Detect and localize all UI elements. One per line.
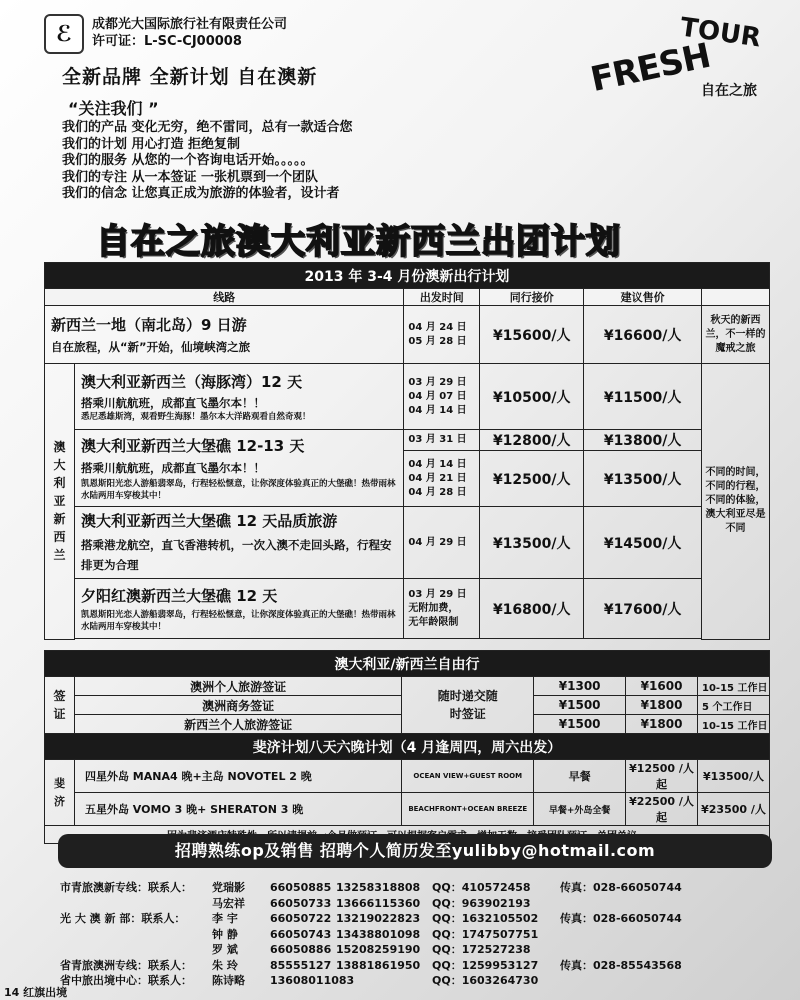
retail-price: ¥16600/人 [584,306,702,364]
retail-price: ¥13800/人 [584,430,702,451]
route-note: 秋天的新西兰，不一样的魔戒之旅 [702,306,770,364]
route-subtitle: 搭乘港龙航空，直飞香港转机，一次入澳不走回头路，行程安排更为合理 [80,538,392,572]
peer-price: ¥12500/人 [480,451,584,507]
contact-tel: 66050886 [270,943,332,956]
contact-mobile: 13258318808 [336,881,421,894]
contact-mobile: 15208259190 [336,943,421,956]
table-row [45,579,770,639]
peer-price: ¥13500/人 [480,507,584,579]
fiji-meal: 早餐 [534,760,626,793]
visa-submit-text: 随时递交随时签证 [437,689,498,721]
table-row [45,364,770,430]
fiji-title: 斐济计划八天六晚计划（4 月逢周四，周六出发） [45,734,770,760]
route-cell [74,507,403,579]
visa-peer-price: ¥1500 [534,696,626,715]
visa-submit [402,677,534,734]
fiji-meal: 早餐+外岛全餐 [534,793,626,826]
route-title: 澳大利亚新西兰（海豚湾）12 天 [80,372,303,391]
company-info [92,16,287,50]
contact-tel: 85555127 [270,958,332,972]
date: 04 月 28 日 [408,486,467,498]
table-title: 2013 年 3-4 月份澳新出行计划 [45,263,770,289]
visa-processing: 10-15 工作日 [698,677,770,696]
visa-processing: 5 个工作日 [698,696,770,715]
contact-row [60,958,682,974]
fiji-room: BEACHFRONT+OCEAN BREEZE [402,793,534,826]
contact-qq: QQ：1603264730 [432,974,539,987]
contact-row [60,927,670,943]
peer-price: ¥10500/人 [480,364,584,430]
retail-price: ¥17600/人 [584,579,702,639]
contact-name: 罗 斌 [212,943,238,956]
intro-line: 我们的信念 让您真正成为旅游的体验者，设计者 [62,186,340,201]
date: 04 月 14 日 [408,404,467,416]
company-logo: ℰ [44,14,84,54]
license-number: 许可证：L-SC-CJ00008 [92,34,242,49]
fiji-retail-price: ¥13500/人 [698,760,770,793]
group-label-text: 澳大利亚新西兰 [53,440,66,563]
route-subtitle: 搭乘川航航班，成都直飞墨尔本！！ [80,460,265,475]
visa-label [45,677,75,734]
tour-table [44,262,770,640]
contact-name: 陈诗略 [212,974,245,987]
date-cell [404,507,480,579]
visa-name: 新西兰个人旅游签证 [74,715,401,734]
contact-name: 李 宇 [212,912,238,925]
contact-mobile: 13219022823 [336,912,421,925]
date: 03 月 29 日 [408,588,467,600]
contact-qq: QQ：410572458 [432,881,531,894]
visa-retail-price: ¥1600 [626,677,698,696]
fresh-tour-logo [587,12,765,108]
date-cell [404,430,480,451]
group-label [45,364,75,640]
date-cell [404,364,480,430]
route-title: 新西兰一地（南北岛）9 日游 [51,316,247,334]
intro-text [62,120,353,203]
visa-fiji-table [44,650,770,844]
contact-name: 钟 静 [212,927,238,941]
contact-qq: QQ：1259953127 [432,958,539,972]
route-title: 夕阳红澳新西兰大堡礁 12 天 [80,586,278,605]
contact-name: 朱 玲 [212,958,238,972]
peer-price: ¥16800/人 [480,579,584,639]
visa-retail-price: ¥1800 [626,715,698,734]
route-cell [74,364,403,430]
intro-line: 我们的计划 用心打造 拒绝复制 [62,136,241,152]
contact-dept: 省中旅出境中心：联系人： [60,974,192,987]
table-row [45,306,770,364]
brand-tour: TOUR [678,12,763,54]
contact-dept: 市青旅澳新专线：联系人： [60,881,192,894]
peer-price: ¥12800/人 [480,430,584,451]
fiji-retail-price: ¥23500 /人 [698,793,770,826]
free-travel-title: 澳大利亚/新西兰自由行 [45,651,770,677]
date-cell [404,579,480,639]
contact-tel: 66050722 [270,912,332,925]
date-cell [404,451,480,507]
contact-dept: 省青旅澳洲专线：联系人： [60,958,192,972]
date: 04 月 29 日 [408,536,467,548]
date: 03 月 31 日 [408,434,467,445]
group-note: 不同的时间，不同的行程，不同的体验，澳大利亚尽是不同 [702,364,770,640]
contact-mobile: 13881861950 [336,958,421,972]
visa-retail-price: ¥1800 [626,696,698,715]
contact-name: 党瑞影 [212,881,245,894]
company-name: 成都光大国际旅行社有限责任公司 [92,17,288,32]
table-row [45,677,770,696]
contact-dept [60,896,212,912]
date: 03 月 29 日 [408,376,467,388]
table-row [45,760,770,793]
contact-fax: 传真：028-66050744 [560,881,682,894]
contact-qq: QQ：1747507751 [432,927,539,941]
contact-dept: 光 大 澳 新 部：联系人： [60,912,186,925]
date: 04 月 24 日 [408,321,467,333]
contact-name: 马宏祥 [212,896,245,910]
contact-fax [560,942,670,958]
table-row [45,430,770,451]
route-detail: 悉尼悉雄斯湾，观看野生海豚！墨尔本大洋路观看自然奇观！ [80,411,311,422]
route-cell [74,579,403,639]
contact-list [60,880,682,989]
route-cell [45,306,404,364]
date: 04 月 07 日 [408,390,467,402]
contact-fax [560,896,670,912]
brand-cn: 自在之旅 [701,83,757,99]
contact-tel: 66050885 [270,881,332,894]
intro-line: 我们的产品 变化无穷，绝不雷同，总有一款适合您 [62,120,353,135]
intro-line: 我们的服务 从您的一个咨询电话开始。。。。。 [62,153,314,168]
table-row [45,793,770,826]
col-peer: 同行接价 [480,289,584,306]
contact-tel: 13608011083 [270,974,355,987]
fiji-peer-price: ¥22500 /人起 [626,793,698,826]
visa-peer-price: ¥1500 [534,715,626,734]
contact-fax: 传真：028-66050744 [560,912,682,925]
contact-dept [60,927,212,943]
focus-title: “关注我们 ” [68,99,159,118]
visa-label-text: 签证 [53,689,66,721]
date: 05 月 28 日 [408,335,467,347]
intro-line: 我们的专注 从一本签证 一张机票到一个团队 [62,169,319,185]
column-headers [45,289,770,306]
peer-price: ¥15600/人 [480,306,584,364]
contact-row [60,896,670,912]
date-cell [404,306,480,364]
date: 04 月 21 日 [408,472,467,484]
date: 无附加费， [408,602,459,614]
route-detail: 凯恩斯阳光恋人游船翡翠岛，行程轻松惬意，让你深度体验真正的大堡礁！热带雨林水陆两用车穿梭其中！ [80,609,396,632]
route-subtitle: 自在旅程，从“新”开始，仙境峡湾之旅 [51,340,251,354]
contact-row [60,942,670,958]
contact-mobile: 13438801098 [336,927,421,941]
contact-row [60,911,682,927]
route-title: 澳大利亚新西兰大堡礁 12 天品质旅游 [80,512,338,530]
route-detail: 凯恩斯阳光恋人游船翡翠岛，行程轻松惬意，让你深度体验真正的大堡礁！热带雨林水陆两用车穿梭其中！ [80,478,396,501]
visa-name: 澳洲个人旅游签证 [74,677,401,696]
route-subtitle: 搭乘川航航班，成都直飞墨尔本！！ [80,395,265,410]
route-cell [74,430,403,507]
col-date: 出发时间 [404,289,480,306]
fiji-peer-price: ¥12500 /人起 [626,760,698,793]
fiji-hotel: 五星外岛 VOMO 3 晚+ SHERATON 3 晚 [74,793,401,826]
contact-tel: 66050733 [270,896,332,910]
table-row [45,507,770,579]
visa-peer-price: ¥1300 [534,677,626,696]
col-retail: 建议售价 [584,289,702,306]
retail-price: ¥13500/人 [584,451,702,507]
contact-qq: QQ：1632105502 [432,912,539,925]
contact-fax: 传真：028-85543568 [560,958,682,972]
contact-fax [560,927,670,943]
fiji-label-text: 斐济 [53,776,65,808]
fiji-hotel: 四星外岛 MANA4 晚+主岛 NOVOTEL 2 晚 [74,760,401,793]
contact-qq: QQ：172527238 [432,943,531,956]
visa-processing: 10-15 工作日 [698,715,770,734]
contact-qq: QQ：963902193 [432,896,531,910]
retail-price: ¥11500/人 [584,364,702,430]
contact-tel: 66050743 [270,927,332,941]
visa-name: 澳洲商务签证 [74,696,401,715]
brand-fresh: FRESH [587,35,714,101]
contact-row [60,880,682,896]
page-title: 自在之旅澳大利亚新西兰出团计划 [96,222,621,262]
col-route: 线路 [45,289,404,306]
contact-row [60,973,670,989]
date: 无年龄限制 [408,616,459,628]
fiji-label [45,760,75,826]
contact-mobile: 13666115360 [336,896,421,910]
headline: 全新品牌 全新计划 自在澳新 [62,66,318,88]
route-title: 澳大利亚新西兰大堡礁 12-13 天 [80,436,305,455]
recruit-banner: 招聘熟练op及销售 招聘个人简历发至yulibby@hotmail.com [58,834,772,868]
retail-price: ¥14500/人 [584,507,702,579]
fiji-room: OCEAN VIEW+GUEST ROOM [402,760,534,793]
page-footer: 14 红旗出境 [4,986,68,999]
date: 04 月 14 日 [408,458,467,470]
contact-dept [60,942,212,958]
